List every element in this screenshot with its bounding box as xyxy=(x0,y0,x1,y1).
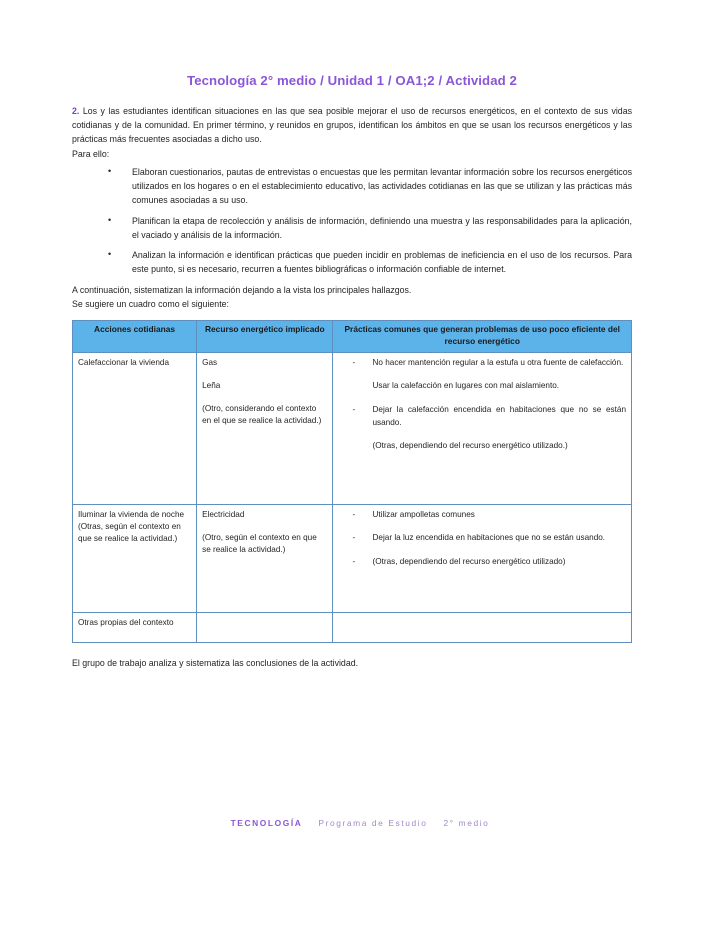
intro-text: Los y las estudiantes identifican situaciones en las que sea posible mejorar el uso de recursos energéticos, en el contexto de sus vidas cotidianas y de la comunidad. En primer término, y reunidos en grupos, identifican los ámbitos en que se usan los recursos energéticos y las prácticas más frecuentes asociadas a dicho uso. xyxy=(72,105,632,145)
table-header xyxy=(73,321,632,353)
cell-text: (Otro, según el contexto en que se realice la actividad.) xyxy=(202,532,317,555)
column-header-recurso: Recurso energético implicado xyxy=(197,321,333,353)
practice-item: - Utilizar ampolletas comunes xyxy=(338,509,626,522)
list-item: • Elaboran cuestionarios, pautas de entrevistas o encuestas que les permitan levantar información sobre los recursos energéticos utilizados en los hogares o en el establecimiento educativo, las actividades cotidianas en las que se utilizan y las prácticas más comunes asociadas a su uso. xyxy=(118,165,632,208)
cell-text: (Otro, considerando el contexto en el que se realice la actividad.) xyxy=(202,404,322,426)
table-body xyxy=(73,352,632,642)
cell-accion xyxy=(73,504,197,612)
practice-item: - No hacer mantención regular a la estufa u otra fuente de calefacción. xyxy=(338,357,626,370)
practice-item: (Otras, dependiendo del recurso energético utilizado.) xyxy=(372,441,568,451)
table-row xyxy=(73,352,632,504)
page-title: Tecnología 2° medio / Unidad 1 / OA1;2 / Actividad 2 xyxy=(187,73,517,88)
footer-level: 2° medio xyxy=(443,818,490,828)
column-header-practicas: Prácticas comunes que generan problemas de uso poco eficiente del recurso energético xyxy=(333,321,632,353)
cell-text: Iluminar la vivienda de noche xyxy=(78,509,185,519)
practice-item: - Dejar la calefacción encendida en habitaciones que no se están usando. xyxy=(338,404,626,429)
practices-list xyxy=(338,357,626,454)
cell-practicas xyxy=(333,352,632,504)
cell-text: Calefaccionar la vivienda xyxy=(78,357,170,367)
document-body xyxy=(72,72,632,679)
intro-lead-in: Para ello: xyxy=(72,148,110,159)
list-item: • Analizan la información e identifican prácticas que pueden incidir en problemas de ineficiencia en el uso de los recursos. Para este punto, si es necesario, recurren a fuentes bibliográficas o información confiable de internet. xyxy=(118,248,632,277)
cell-practicas xyxy=(333,504,632,612)
after-list-line-1: A continuación, sistematizan la información dejando a la vista los principales hallazgos. xyxy=(72,284,412,295)
table-row xyxy=(73,612,632,642)
activity-table xyxy=(72,320,632,643)
cell-practicas xyxy=(333,612,632,642)
practice-item: - (Otras, dependiendo del recurso energético utilizado) xyxy=(338,556,626,569)
column-header-acciones: Acciones cotidianas xyxy=(73,321,197,353)
footer-brand: TECNOLOGÍA xyxy=(230,818,303,828)
cell-text: Gas xyxy=(202,357,218,367)
list-item: • Planifican la etapa de recolección y análisis de información, definiendo una muestra y las responsabilidades para la aplicación, el vaciado y análisis de la información. xyxy=(118,214,632,243)
cell-accion xyxy=(73,612,197,642)
cell-text: Otras propias del contexto xyxy=(78,617,174,627)
cell-recurso xyxy=(197,352,333,504)
cell-recurso xyxy=(197,612,333,642)
table-header-row xyxy=(73,321,632,353)
table-row xyxy=(73,504,632,612)
intro-paragraph xyxy=(72,104,632,147)
cell-recurso xyxy=(197,504,333,612)
intro-number: 2. xyxy=(72,105,80,116)
page-footer xyxy=(0,818,720,828)
closing-paragraph: El grupo de trabajo analiza y sistematiza las conclusiones de la actividad. xyxy=(72,657,359,668)
footer-program: Programa de Estudio xyxy=(318,818,428,828)
after-list-line-2: Se sugiere un cuadro como el siguiente: xyxy=(72,298,229,309)
practice-item: - Dejar la luz encendida en habitaciones que no se están usando. xyxy=(338,532,626,545)
instruction-list xyxy=(72,165,632,277)
cell-accion xyxy=(73,352,197,504)
cell-text: Leña xyxy=(202,380,221,390)
cell-text: Electricidad xyxy=(202,509,245,519)
cell-text: (Otras, según el contexto en que se realice la actividad.) xyxy=(78,521,181,544)
practices-list xyxy=(338,509,626,569)
practice-item: Usar la calefacción en lugares con mal aislamiento. xyxy=(372,381,560,391)
